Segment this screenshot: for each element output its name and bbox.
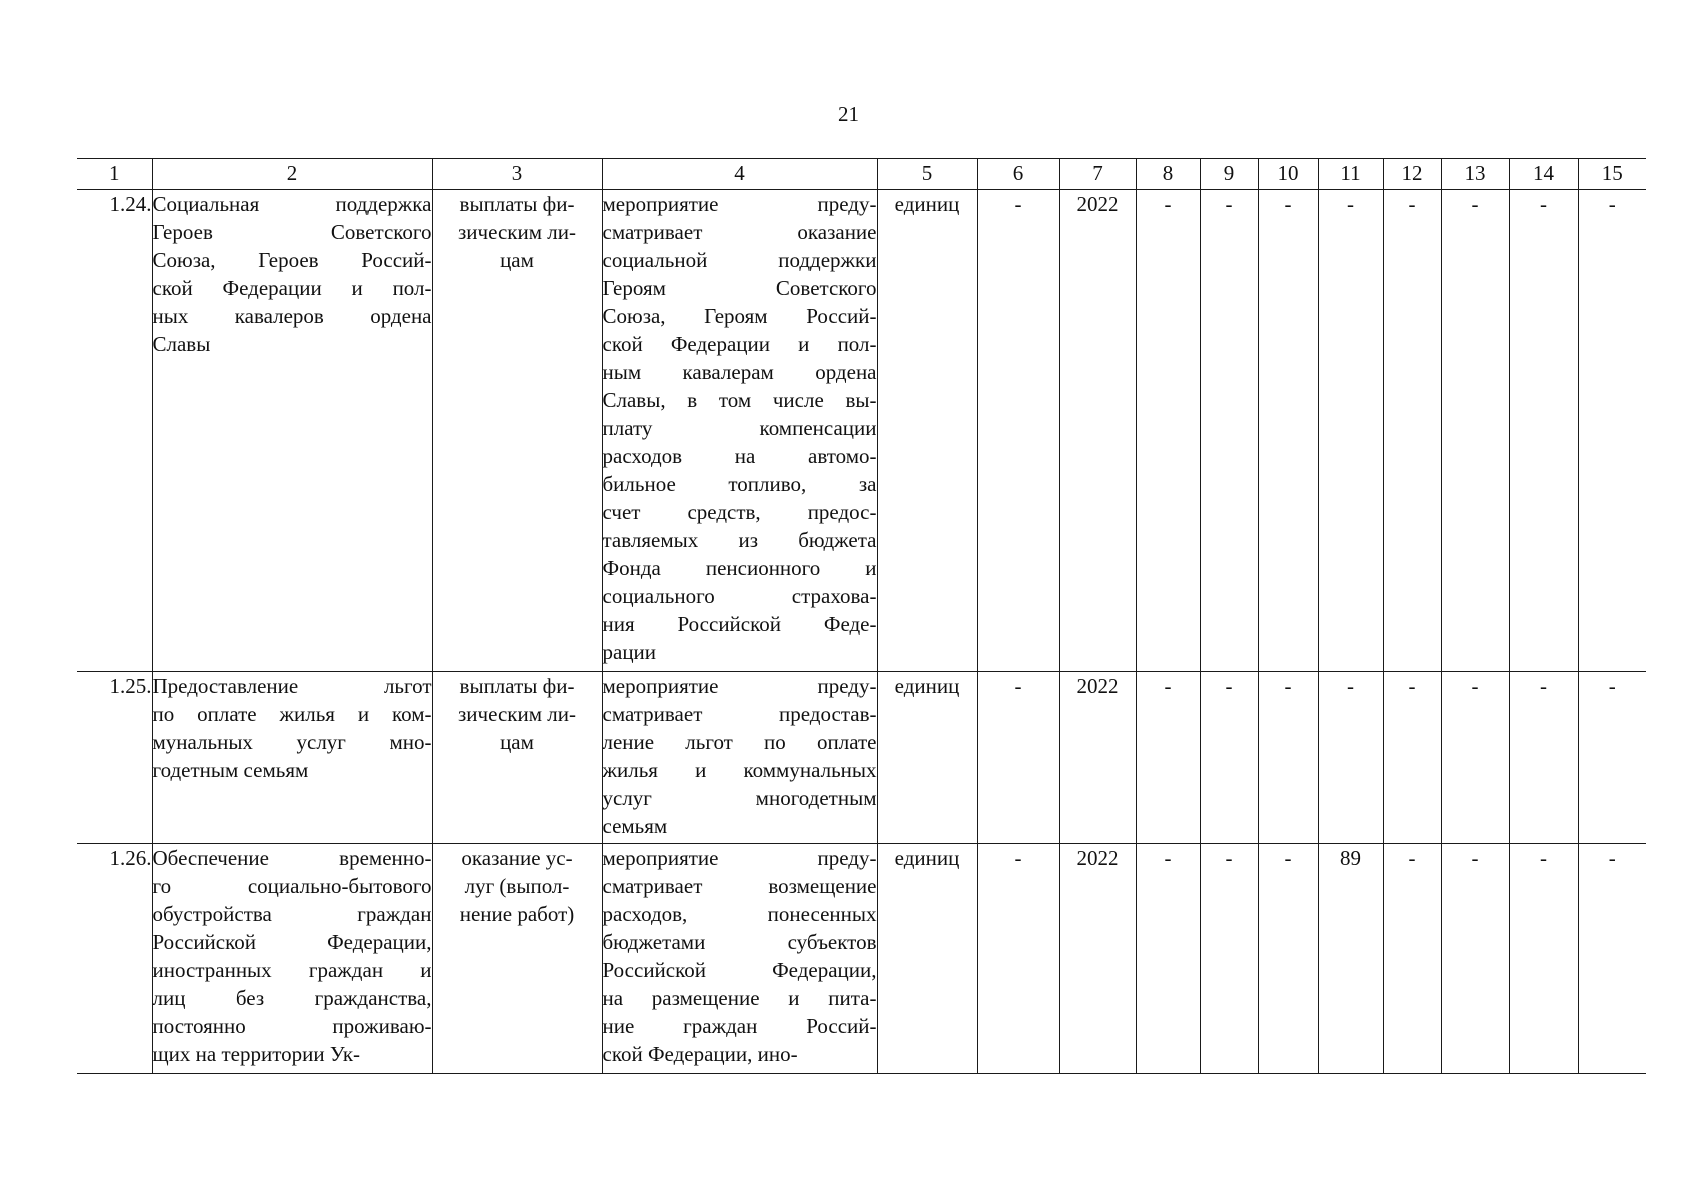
value-cell-7: 2022 [1059, 844, 1136, 1074]
col-header-9: 9 [1200, 159, 1258, 190]
value-cell-8: - [1136, 672, 1200, 844]
measure-name-line: годетным семьям [152, 758, 309, 782]
value-cell-15: - [1578, 190, 1646, 672]
measure-description-line: бильное топливо, за [602, 472, 877, 496]
measure-name-line: Предоставление льгот [152, 674, 432, 698]
measure-type-line: нение работ) [459, 902, 575, 926]
col-header-12: 12 [1383, 159, 1441, 190]
measure-description-line: Союза, Героям Россий- [602, 304, 877, 328]
measure-name-line: Российской Федерации, [152, 930, 432, 954]
value-cell-12: - [1383, 672, 1441, 844]
value-cell-6: - [977, 844, 1059, 1074]
measure-name-line: Союза, Героев Россий- [152, 248, 432, 272]
measure-name-line: обустройства граждан [152, 902, 432, 926]
value-cell-13: - [1441, 672, 1509, 844]
measure-description-line: ской Федерации, ино- [602, 1042, 798, 1066]
col-header-14: 14 [1509, 159, 1578, 190]
measure-name-line: лиц без гражданства, [152, 986, 432, 1010]
measure-description-line: расходов, понесенных [602, 902, 877, 926]
measure-type [432, 844, 602, 1074]
col-header-2: 2 [152, 159, 432, 190]
measure-description-line: Героям Советского [602, 276, 877, 300]
value-cell-13: - [1441, 190, 1509, 672]
unit-cell: единиц [877, 190, 977, 672]
value-cell-7: 2022 [1059, 672, 1136, 844]
measure-description-line: рации [602, 640, 657, 664]
measure-description-line: ным кавалерам ордена [602, 360, 877, 384]
measure-type-line: цам [500, 248, 534, 272]
value-cell-8: - [1136, 844, 1200, 1074]
value-cell-15: - [1578, 844, 1646, 1074]
value-cell-12: - [1383, 844, 1441, 1074]
table-row [77, 190, 1646, 672]
value-cell-14: - [1509, 190, 1578, 672]
value-cell-12: - [1383, 190, 1441, 672]
measure-description-line: ния Российской Феде- [602, 612, 877, 636]
unit-cell: единиц [877, 672, 977, 844]
measure-description-line: сматривает оказание [602, 220, 877, 244]
measure-description-line: услуг многодетным [602, 786, 877, 810]
value-cell-11: - [1318, 190, 1383, 672]
measure-description [602, 844, 877, 1074]
value-cell-13: - [1441, 844, 1509, 1074]
measure-name-line: го социально-бытового [152, 874, 432, 898]
table-row [77, 672, 1646, 844]
measure-type-line: зическим ли- [458, 702, 576, 726]
col-header-10: 10 [1258, 159, 1318, 190]
measure-type-line: выплаты фи- [459, 192, 575, 216]
value-cell-14: - [1509, 672, 1578, 844]
measure-type-line: зическим ли- [458, 220, 576, 244]
measure-type-line: выплаты фи- [459, 674, 575, 698]
measure-description-line: расходов на автомо- [602, 444, 877, 468]
col-header-1: 1 [77, 159, 152, 190]
col-header-8: 8 [1136, 159, 1200, 190]
measure-description-line: ление льгот по оплате [602, 730, 877, 754]
measure-name-line: ных кавалеров ордена [152, 304, 432, 328]
measure-name-line: постоянно проживаю- [152, 1014, 432, 1038]
value-cell-14: - [1509, 844, 1578, 1074]
measure-type-line: оказание ус- [461, 846, 573, 870]
measure-description [602, 672, 877, 844]
measure-description-line: на размещение и пита- [602, 986, 877, 1010]
measure-name-line: мунальных услуг мно- [152, 730, 432, 754]
measure-name [152, 844, 432, 1074]
measure-description-line: ние граждан Россий- [602, 1014, 877, 1038]
value-cell-9: - [1200, 672, 1258, 844]
value-cell-6: - [977, 190, 1059, 672]
measure-type-line: цам [500, 730, 534, 754]
measure-description-line: сматривает возмещение [602, 874, 877, 898]
value-cell-7: 2022 [1059, 190, 1136, 672]
value-cell-10: - [1258, 844, 1318, 1074]
col-header-7: 7 [1059, 159, 1136, 190]
measure-type-line: луг (выпол- [464, 874, 570, 898]
page-number: 21 [838, 102, 859, 126]
row-number: 1.25. [77, 672, 152, 844]
measure-description-line: Российской Федерации, [602, 958, 877, 982]
measure-description [602, 190, 877, 672]
row-number: 1.26. [77, 844, 152, 1074]
col-header-5: 5 [877, 159, 977, 190]
measure-name-line: Обеспечение временно- [152, 846, 432, 870]
measure-type [432, 672, 602, 844]
col-header-11: 11 [1318, 159, 1383, 190]
col-header-4: 4 [602, 159, 877, 190]
value-cell-11: 89 [1318, 844, 1383, 1074]
measure-name-line: Славы [152, 332, 211, 356]
measure-name [152, 672, 432, 844]
measure-name [152, 190, 432, 672]
value-cell-8: - [1136, 190, 1200, 672]
measure-description-line: тавляемых из бюджета [602, 528, 877, 552]
table-row [77, 844, 1646, 1074]
unit-cell: единиц [877, 844, 977, 1074]
measure-description-line: сматривает предостав- [602, 702, 877, 726]
measure-description-line: мероприятие преду- [602, 846, 877, 870]
value-cell-9: - [1200, 190, 1258, 672]
measure-name-line: Социальная поддержка [152, 192, 432, 216]
measure-description-line: семьям [602, 814, 668, 838]
value-cell-10: - [1258, 672, 1318, 844]
measure-name-line: щих на территории Ук- [152, 1042, 361, 1066]
measure-name-line: Героев Советского [152, 220, 432, 244]
measure-description-line: Фонда пенсионного и [602, 556, 877, 580]
measure-name-line: по оплате жилья и ком- [152, 702, 432, 726]
value-cell-10: - [1258, 190, 1318, 672]
measure-description-line: социальной поддержки [602, 248, 877, 272]
value-cell-15: - [1578, 672, 1646, 844]
value-cell-6: - [977, 672, 1059, 844]
value-cell-11: - [1318, 672, 1383, 844]
program-table [77, 158, 1646, 1074]
measure-description-line: мероприятие преду- [602, 192, 877, 216]
row-number: 1.24. [77, 190, 152, 672]
header-row [77, 159, 1646, 190]
measure-description-line: мероприятие преду- [602, 674, 877, 698]
measure-description-line: плату компенсации [602, 416, 877, 440]
measure-type [432, 190, 602, 672]
col-header-15: 15 [1578, 159, 1646, 190]
measure-description-line: счет средств, предос- [602, 500, 877, 524]
measure-description-line: ской Федерации и пол- [602, 332, 877, 356]
measure-name-line: ской Федерации и пол- [152, 276, 432, 300]
col-header-3: 3 [432, 159, 602, 190]
measure-description-line: социального страхова- [602, 584, 877, 608]
measure-description-line: Славы, в том числе вы- [602, 388, 877, 412]
measure-description-line: бюджетами субъектов [602, 930, 877, 954]
measure-name-line: иностранных граждан и [152, 958, 432, 982]
col-header-13: 13 [1441, 159, 1509, 190]
measure-description-line: жилья и коммунальных [602, 758, 877, 782]
col-header-6: 6 [977, 159, 1059, 190]
value-cell-9: - [1200, 844, 1258, 1074]
